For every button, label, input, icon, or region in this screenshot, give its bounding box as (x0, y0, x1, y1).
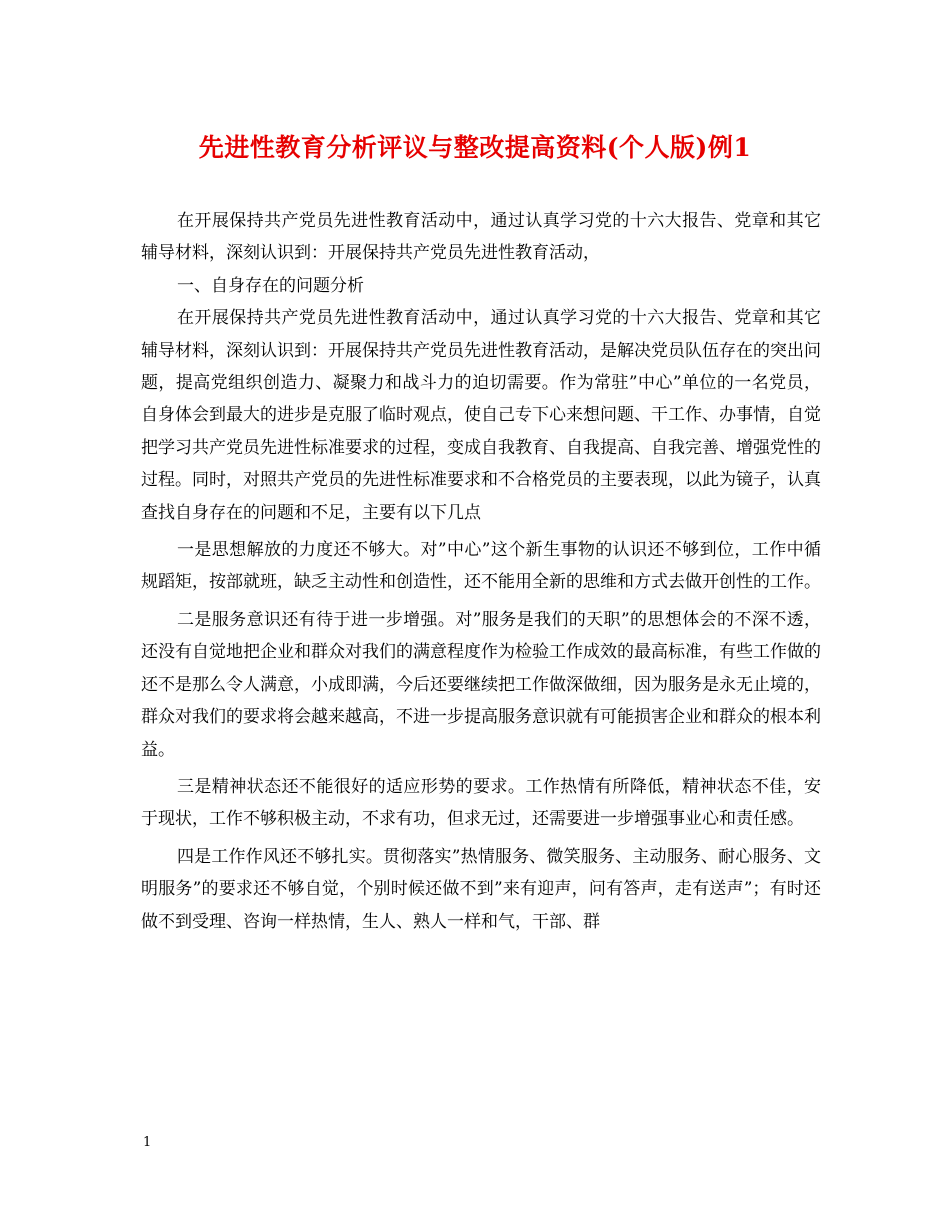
paragraph-analysis: 在开展保持共产党员先进性教育活动中，通过认真学习党的十六大报告、党章和其它辅导材料，深刻认识到：开展保持共产党员先进性教育活动，是解决党员队伍存在的突出问题，提高党组织创造力、凝聚力和战斗力的迫切需要。作为常驻”中心”单位的一名党员，自身体会到最大的进步是克服了临时观点，使自己专下心来想问题、干工作、办事情，自觉把学习共产党员先进性标准要求的过程，变成自我教育、自我提高、自我完善、增强党性的过程。同时，对照共产党员的先进性标准要求和不合格党员的主要表现，以此为镜子，认真查找自身存在的问题和不足，主要有以下几点 (141, 308, 821, 523)
paragraph-point-4: 四是工作作风还不够扎实。贯彻落实”热情服务、微笑服务、主动服务、耐心服务、文明服务”的要求还不够自觉，个别时候还做不到”来有迎声，问有答声，走有送声”；有时还做不到受理、咨询一样热情，生人、熟人一样和气，干部、群 (141, 846, 821, 932)
paragraph-point-3: 三是精神状态还不能很好的适应形势的要求。工作热情有所降低，精神状态不佳，安于现状，工作不够积极主动，不求有功，但求无过，还需要进一步增强事业心和责任感。 (141, 776, 821, 830)
page-number: 1 (143, 1135, 152, 1150)
document-body (141, 205, 821, 938)
paragraph-intro: 在开展保持共产党员先进性教育活动中，通过认真学习党的十六大报告、党章和其它辅导材料，深刻认识到：开展保持共产党员先进性教育活动， (141, 211, 821, 264)
section-heading: 一、自身存在的问题分析 (177, 275, 364, 296)
document-title: 先进性教育分析评议与整改提高资料(个人版)例1 (198, 133, 752, 162)
paragraph-point-2: 二是服务意识还有待于进一步增强。对”服务是我们的天职”的思想体会的不深不透，还没有自觉地把企业和群众对我们的满意程度作为检验工作成效的最高标准，有些工作做的还不是那么令人满意，小成即满，今后还要继续把工作做深做细，因为服务是永无止境的，群众对我们的要求将会越来越高，不进一步提高服务意识就有可能损害企业和群众的根本利益。 (141, 609, 821, 760)
paragraph-point-1: 一是思想解放的力度还不够大。对”中心”这个新生事物的认识还不够到位，工作中循规蹈矩，按部就班，缺乏主动性和创造性，还不能用全新的思维和方式去做开创性的工作。 (141, 540, 821, 593)
